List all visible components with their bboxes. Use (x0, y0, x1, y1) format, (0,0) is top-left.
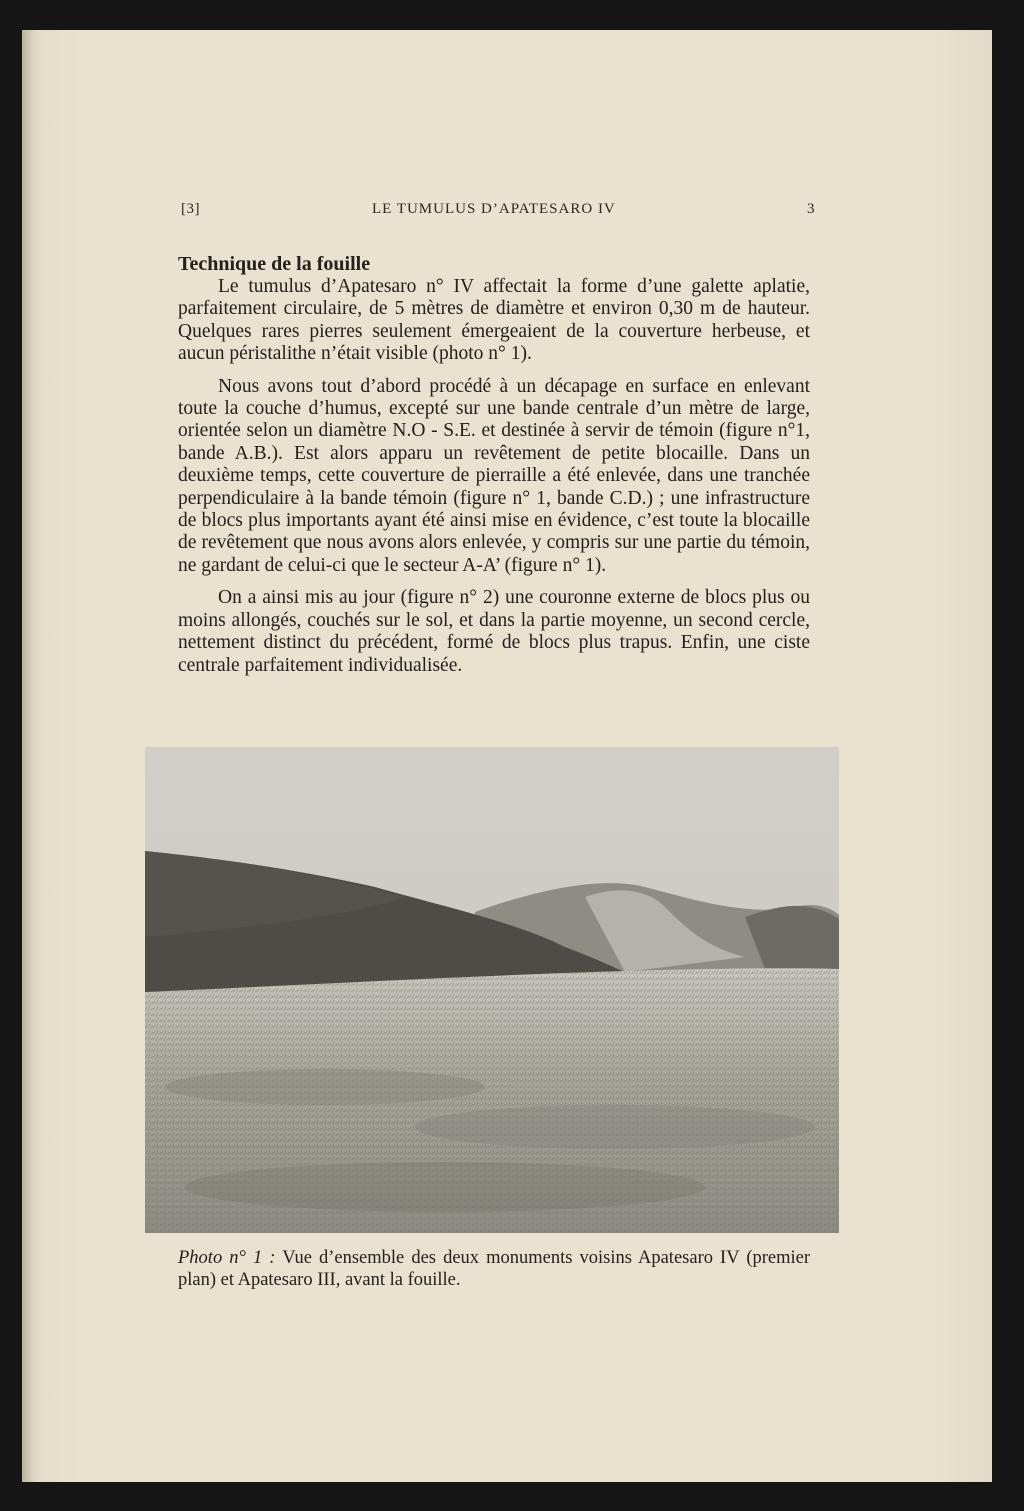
landscape-photo (145, 747, 839, 1233)
caption-label: Photo n° 1 : (178, 1248, 276, 1268)
paragraph: On a ainsi mis au jour (figure n° 2) une couronne externe de blocs plus ou moins allongés, couchés sur le sol, et dans la partie moyenne, un second cercle, nettement distinct du précédent, formé de blocs plus trapus. Enfin, une ciste centrale parfaitement individualisée. (178, 587, 810, 676)
running-head-page-ref: [3] (181, 201, 200, 217)
page-number: 3 (807, 201, 815, 217)
paragraph: Nous avons tout d’abord procédé à un décapage en surface en enlevant toute la couche d’humus, excepté sur une bande centrale d’un mètre de large, orientée selon un diamètre N.O - S.E. et destinée à servir de témoin (figure n°1, bande A.B.). Est alors apparu un revêtement de petite blocaille. Dans un deuxième temps, cette couverture de pierraille a été enlevée, dans une tranchée perpendiculaire à la bande témoin (figure n° 1, bande C.D.) ; une infrastructure de blocs plus importants ayant été ainsi mise en évidence, c’est toute la blocaille de revêtement que nous avons alors enlevée, y compris sur une partie du témoin, ne gardant de celui-ci que le secteur A-A’ (figure n° 1). (178, 375, 810, 576)
caption-text: Vue d’ensemble des deux monuments voisins Apatesaro IV (premier plan) et Apatesaro III, avant la fouille. (178, 1248, 810, 1290)
running-head-title: LE TUMULUS D’APATESARO IV (372, 201, 616, 217)
page-gutter-shadow (22, 30, 32, 1482)
photo-caption (178, 1247, 810, 1291)
paragraph: Le tumulus d’Apatesaro n° IV affectait la forme d’une galette aplatie, parfaitement circulaire, de 5 mètres de diamètre et environ 0,30 m de hauteur. Quelques rares pierres seulement émergeaient de la couverture herbeuse, et aucun péristalithe n’était visible (photo n° 1). (178, 276, 810, 365)
section-heading: Technique de la fouille (178, 253, 371, 275)
article-body (178, 252, 810, 687)
